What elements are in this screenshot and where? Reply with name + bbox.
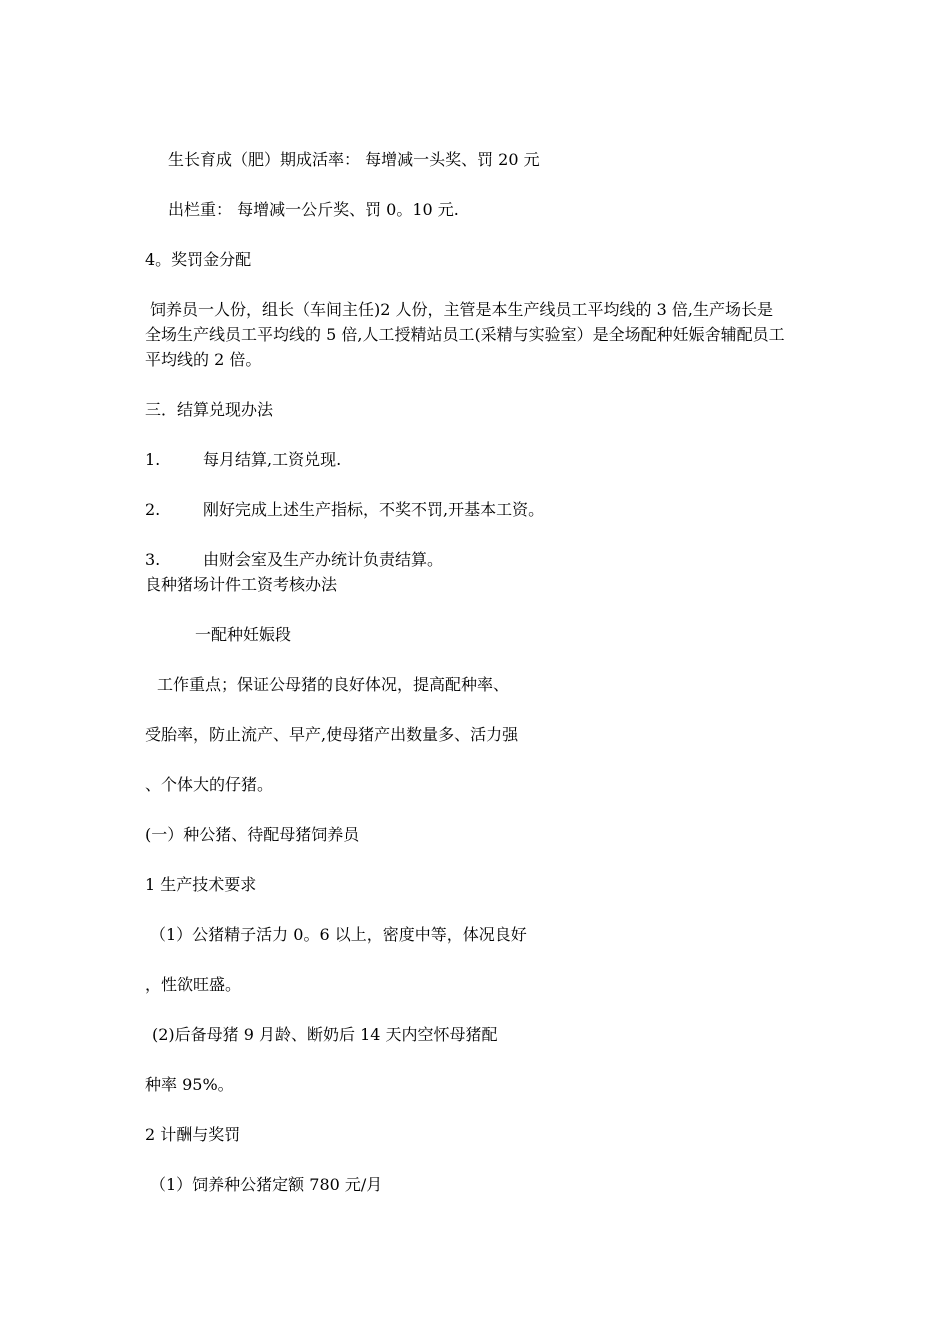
paragraph-line: 平均线的 2 倍。 (145, 350, 262, 369)
text-line: 生长育成（肥）期成活率： 每增减一头奖、罚 20 元 (168, 150, 540, 169)
paragraph-line: （1）公猪精子活力 0。6 以上，密度中等，体况良好 (150, 925, 527, 944)
section-heading: (一）种公猪、待配母猪饲养员 (145, 825, 360, 844)
list-number: 3. (145, 550, 161, 569)
list-item-text: 刚好完成上述生产指标，不奖不罚,开基本工资。 (203, 500, 545, 519)
text-line: 出栏重： 每增减一公斤奖、罚 0。10 元. (168, 200, 459, 219)
list-item (145, 500, 544, 520)
list-item (145, 550, 443, 570)
document-title: 良种猪场计件工资考核办法 (145, 575, 338, 594)
list-item (145, 450, 341, 470)
paragraph-line: ，性欲旺盛。 (145, 975, 242, 994)
section-heading: 三．结算兑现办法 (145, 400, 274, 419)
paragraph-line: 种率 95%。 (145, 1075, 234, 1094)
paragraph-line: 饲养员一人份，组长（车间主任)2 人份，主管是本生产线员工平均线的 3 倍,生产场长是 (150, 300, 773, 319)
list-item-text: 由财会室及生产办统计负责结算。 (203, 550, 444, 569)
paragraph-line: 、个体大的仔猪。 (145, 775, 274, 794)
section-heading: 1 生产技术要求 (145, 875, 257, 894)
paragraph-line: (2)后备母猪 9 月龄、断奶后 14 天内空怀母猪配 (152, 1025, 498, 1044)
paragraph-line: 受胎率，防止流产、早产,使母猪产出数量多、活力强 (145, 725, 519, 744)
section-heading: 一配种妊娠段 (195, 625, 292, 644)
list-number: 1. (145, 450, 161, 469)
list-number: 2. (145, 500, 161, 519)
list-item-text: 每月结算,工资兑现. (203, 450, 342, 469)
section-heading: 4。奖罚金分配 (145, 250, 252, 269)
paragraph-line: 工作重点；保证公母猪的良好体况，提高配种率、 (157, 675, 510, 694)
paragraph-line: 全场生产线员工平均线的 5 倍,人工授精站员工(采精与实验室）是全场配种妊娠舍辅配员工 (145, 325, 785, 344)
section-heading: 2 计酬与奖罚 (145, 1125, 241, 1144)
paragraph-line: （1）饲养种公猪定额 780 元/月 (150, 1175, 383, 1194)
